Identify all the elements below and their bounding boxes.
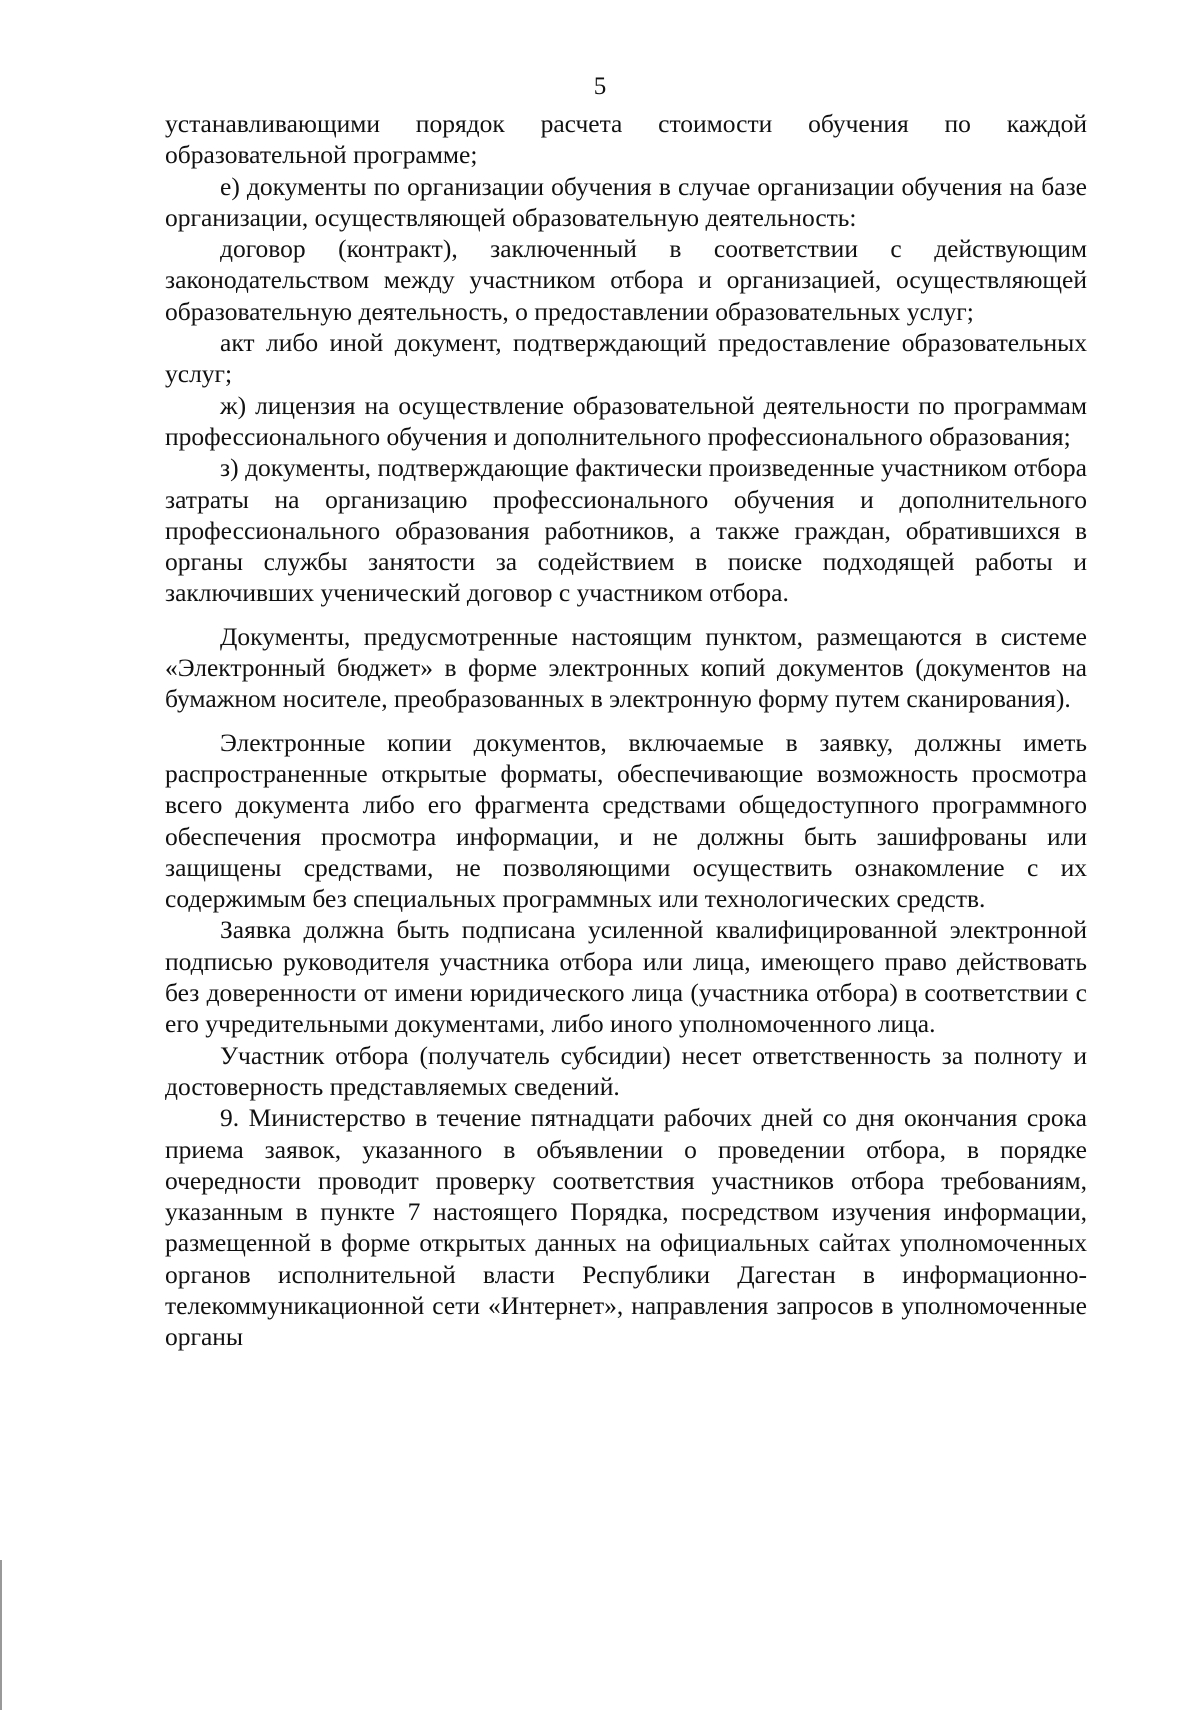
paragraph: договор (контракт), заключенный в соответствии с действующим законодательством между участником отбора и организацией, осуществляющей образовательную деятельность, о предоставлении образовательных услуг; bbox=[165, 234, 1087, 326]
paragraph: Заявка должна быть подписана усиленной квалифицированной электронной подписью руководителя участника отбора или лица, имеющего право действовать без доверенности от имени юридического лица (участника отбора) в соответствии с его учредительными документами, либо иного уполномоченного лица. bbox=[165, 915, 1087, 1039]
scan-edge-mark bbox=[0, 1560, 2, 1710]
paragraph: Участник отбора (получатель субсидии) несет ответственность за полноту и достоверность представляемых сведений. bbox=[165, 1040, 1087, 1101]
paragraph: устанавливающими порядок расчета стоимости обучения по каждой образовательной программе; bbox=[165, 109, 1087, 170]
paragraph: Документы, предусмотренные настоящим пунктом, размещаются в системе «Электронный бюджет» в форме электронных копий документов (документов на бумажном носителе, преобразованных в электронную форму путем сканирования). bbox=[165, 621, 1087, 714]
page-number: 5 bbox=[593, 73, 607, 100]
document-body bbox=[165, 108, 1087, 1353]
paragraph: акт либо иной документ, подтверждающий предоставление образовательных услуг; bbox=[165, 328, 1087, 389]
paragraph: ж) лицензия на осуществление образовательной деятельности по программам профессионального обучения и дополнительного профессионального образования; bbox=[165, 390, 1087, 451]
paragraph: з) документы, подтверждающие фактически произведенные участником отбора затраты на организацию профессионального обучения и дополнительного профессионального образования работников, а также граждан, обратившихся в органы службы занятости за содействием в поиске подходящей работы и заключивших ученический договор с участником отбора. bbox=[165, 453, 1087, 608]
paragraph: Электронные копии документов, включаемые в заявку, должны иметь распространенные открытые форматы, обеспечивающие возможность просмотра всего документа либо его фрагмента средствами общедоступного программного обеспечения просмотра информации, и не должны быть зашифрованы или защищены средствами, не позволяющими осуществить ознакомление с их содержимым без специальных программных или технологических средств. bbox=[165, 727, 1087, 914]
paragraph: е) документы по организации обучения в случае организации обучения на базе организации, осуществляющей образовательную деятельность: bbox=[165, 171, 1087, 232]
paragraph: 9. Министерство в течение пятнадцати рабочих дней со дня окончания срока приема заявок, указанного в объявлении о проведении отбора, в порядке очередности проводит проверку соответствия участников отбора требованиям, указанным в пункте 7 настоящего Порядка, посредством изучения информации, размещенной в форме открытых данных на официальных сайтах уполномоченных органов исполнительной власти Республики Дагестан в информационно-телекоммуникационной сети «Интернет», направления запросов в уполномоченные органы bbox=[165, 1103, 1087, 1352]
